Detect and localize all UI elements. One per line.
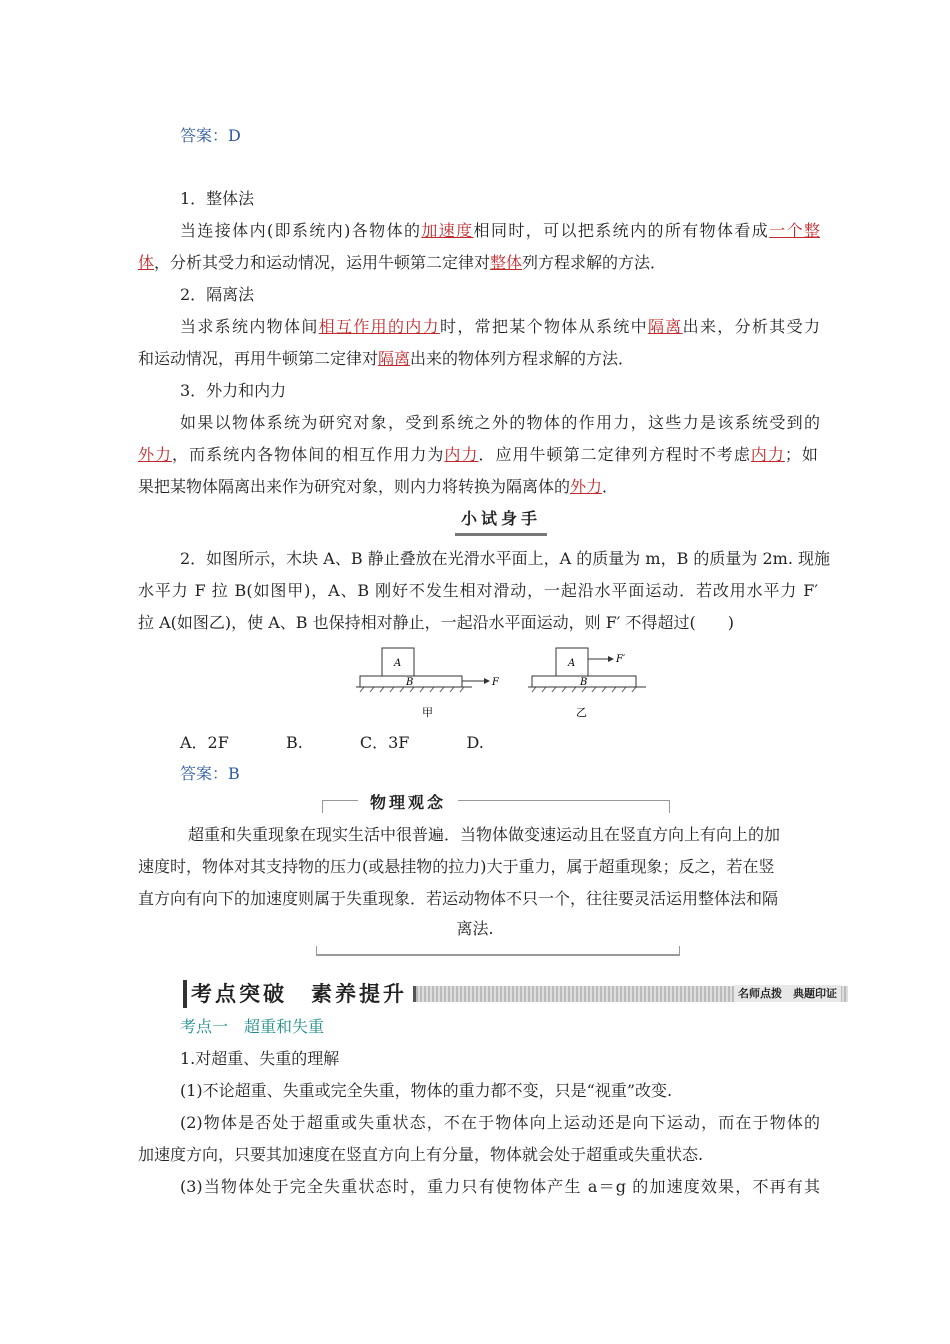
method-2-line-2: 和运动情况，再用牛顿第二定律对隔离出来的物体列方程求解的方法． (138, 349, 635, 368)
option-d[interactable]: D. (466, 733, 484, 752)
label-b-left: B (406, 677, 414, 688)
option-c[interactable]: C．3F (359, 733, 410, 752)
concept-line-3: 直方向有向下的加速度则属于失重现象．若运动物体不只一个，往往要灵活运用整体法和隔 (138, 889, 779, 908)
banner-title: 考点突破 素养提升 (183, 980, 407, 1008)
label-a-right: A (568, 658, 576, 669)
question-2-options (180, 732, 820, 754)
method-2-title: 2．隔离法 (180, 285, 255, 304)
section-try-heading: 小试身手 (455, 507, 547, 536)
concept-line-2: 速度时，物体对其支持物的压力(或悬挂物的拉力)大于重力，属于超重现象；反之，若在竖 (138, 857, 775, 876)
kp1-point-2-line-2: 加速度方向，只要其加速度在竖直方向上有分量，物体就会处于超重或失重状态. (138, 1145, 704, 1164)
concept-line-4: 离法. (456, 919, 494, 938)
concept-line-1: 超重和失重现象在现实生活中很普遍．当物体做变速运动且在竖直方向上有向上的加 (188, 825, 781, 844)
force-diagram (350, 640, 650, 722)
method-3-line-1: 如果以物体系统为研究对象，受到系统之外的物体的作用力，这些力是该系统受到的 (180, 413, 820, 432)
concept-box-title: 物理观念 (358, 792, 458, 814)
force-diagram-svg (350, 640, 650, 722)
arrow-f-prime (608, 656, 614, 662)
option-b[interactable]: B. (285, 733, 303, 752)
arrow-f (484, 678, 490, 684)
label-f-prime: F′ (616, 654, 626, 665)
method-3-line-3: 果把某物体隔离出来作为研究对象，则内力将转换为隔离体的外力． (138, 477, 619, 496)
option-a[interactable]: A．2F (180, 733, 229, 752)
kp1-subtitle: 1.对超重、失重的理解 (180, 1049, 340, 1068)
method-3-title: 3．外力和内力 (180, 381, 287, 400)
label-a-left: A (394, 658, 402, 669)
section-banner (183, 980, 845, 1008)
concept-box-bottom (316, 946, 680, 956)
method-1-line-1: 当连接体内(即系统内)各物体的加速度相同时，可以把系统内的所有物体看成一个整 (180, 221, 820, 240)
question-2-line-3: 拉 A(如图乙)，使 A、B 也保持相对静止，一起沿水平面运动，则 F′ 不得超过( ) (138, 613, 735, 632)
question-2-line-2: 水平力 F 拉 B(如图甲)，A、B 刚好不发生相对滑动，一起沿水平面运动．若改用水平力 F′ (138, 581, 818, 600)
kp1-title: 考点一 超重和失重 (180, 1017, 325, 1036)
banner-right-label: 名师点拨 典题印证 (734, 985, 841, 1002)
kp1-point-1: (1)不论超重、失重或完全失重，物体的重力都不变，只是“视重”改变. (180, 1081, 673, 1100)
answer-2: 答案：B (180, 764, 240, 783)
method-2-line-1: 当求系统内物体间相互作用的内力时，常把某个物体从系统中隔离出来，分析其受力 (180, 317, 820, 336)
kp1-point-2-line-1: (2)物体是否处于超重或失重状态，不在于物体向上运动还是向下运动，而在于物体的 (180, 1113, 820, 1132)
method-3-line-2: 外力，而系统内各物体间的相互作用力为内力．应用牛顿第二定律列方程时不考虑内力；如 (138, 445, 818, 464)
caption-jia: 甲 (422, 706, 433, 719)
diagram-yi (528, 648, 646, 719)
kp1-point-3: (3)当物体处于完全失重状态时，重力只有使物体产生 a＝g 的加速度效果，不再有其 (180, 1177, 820, 1196)
diagram-jia (356, 648, 500, 719)
label-b-right: B (580, 677, 588, 688)
caption-yi: 乙 (576, 706, 587, 719)
label-f: F (492, 677, 499, 688)
answer-1: 答案：D (180, 126, 241, 145)
question-2-line-1: 2．如图所示，木块 A、B 静止叠放在光滑水平面上，A 的质量为 m，B 的质量为 2m. 现施 (180, 549, 831, 568)
method-1-line-2: 体，分析其受力和运动情况，运用牛顿第二定律对整体列方程求解的方法． (138, 253, 667, 272)
method-1-title: 1．整体法 (180, 189, 255, 208)
